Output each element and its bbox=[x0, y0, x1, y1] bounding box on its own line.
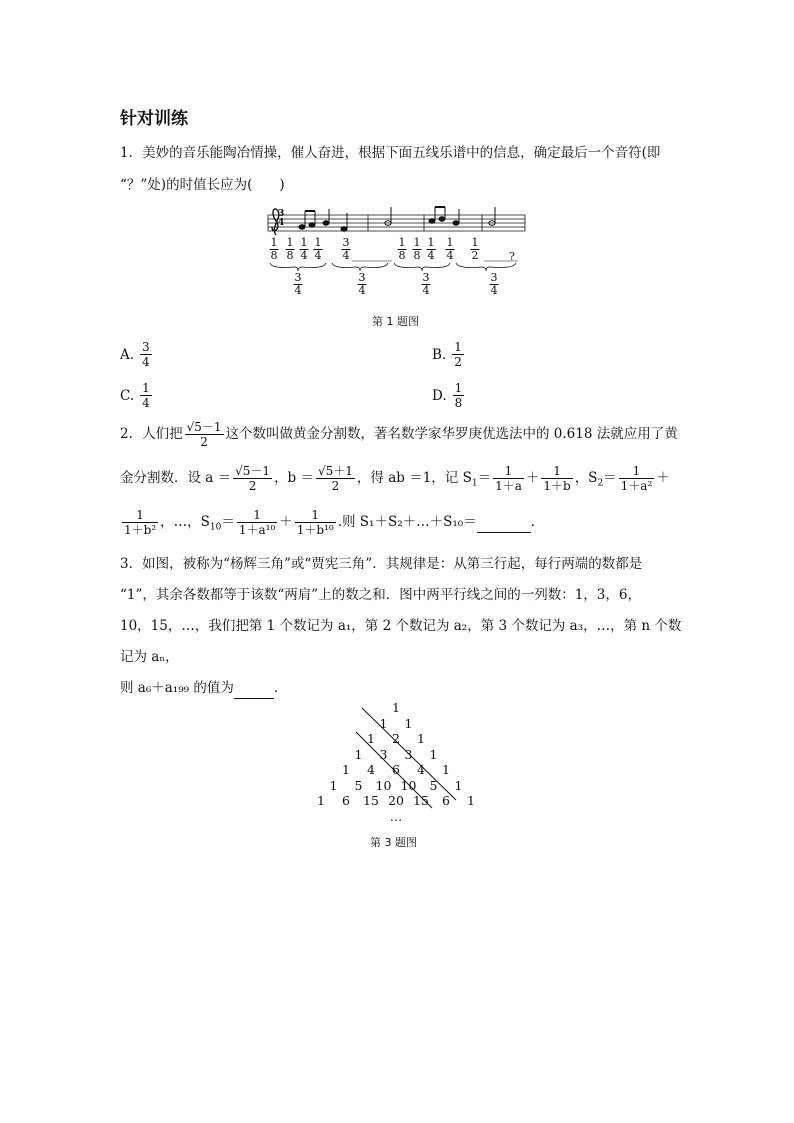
q3-line2: “1”，其余各数都等于该数“两肩”上的数之和．图中两平行线之间的一列数：1，3，6， bbox=[120, 587, 641, 603]
q3-line5: 则 a₆＋a₁₉₉ 的值为 ． bbox=[120, 678, 287, 699]
figure1-caption: 第 1 题图 bbox=[372, 315, 419, 328]
option-a[interactable]: A. $\frac{3}{4}$ bbox=[120, 340, 150, 369]
triangle-number: 1 bbox=[442, 762, 450, 777]
section-heading: 针对训练 bbox=[120, 109, 188, 129]
triangle-number: 1 bbox=[417, 731, 425, 746]
q3-line1: 3．如图，被称为“杨辉三角”或“贾宪三角”．其规律是：从第三行起，每行两端的数都是 bbox=[120, 556, 643, 572]
triangle-number: 5 bbox=[429, 777, 438, 793]
score-frac: 1 4 bbox=[427, 236, 435, 262]
q1-line2: “？”处)的时值长应为( ) bbox=[120, 177, 285, 193]
group-frac: 3 4 bbox=[294, 271, 302, 297]
triangle-number: 1 bbox=[354, 746, 363, 762]
triangle-number: 1 bbox=[379, 715, 388, 731]
triangle-number: 5 bbox=[354, 777, 363, 793]
triangle-number: 6 bbox=[442, 793, 450, 808]
triangle-number: 1 bbox=[342, 762, 350, 777]
q2-line1: 2．人们把 $\frac{√5-1}{2}$ 这个数叫做黄金分割数，著名数学家华罗庚优选法中的 0.618 法就应用了黄 bbox=[120, 420, 678, 449]
q3-line3: 10，15，…，我们把第 1 个数记为 a₁，第 2 个数记为 a₂，第 3 个数记为 a₃，…，第 n 个数 bbox=[120, 618, 682, 634]
q2-line2: 金分割数．设 a ＝ $\frac{√5-1}{2}$ ，b ＝ $\frac{√5+1}{2}$ ，得 ab ＝1，记 $S_1=$ $\frac{1}{1+a}$ ＋ $\frac{1}{1+b}$ ，$S_2=$ $\frac{1}{\text{1＋a²}}$ ＋ bbox=[120, 464, 670, 493]
group-frac: 3 4 bbox=[422, 271, 430, 297]
score-frac: 1 8 bbox=[413, 236, 421, 262]
triangle-number: 3 bbox=[404, 746, 413, 762]
time-signature bbox=[278, 210, 284, 228]
figure3-caption: 第 3 题图 bbox=[370, 836, 417, 849]
triangle-number: 1 bbox=[329, 777, 338, 793]
score-frac: 1 4 bbox=[314, 236, 322, 262]
unknown-note-mark: ? bbox=[509, 250, 515, 263]
triangle-number: 1 bbox=[467, 793, 475, 808]
triangle-number: 20 bbox=[388, 793, 404, 808]
triangle-number: 1 bbox=[367, 731, 375, 746]
score-frac: 1 4 bbox=[446, 236, 454, 262]
triangle-number: 4 bbox=[417, 762, 425, 777]
score-frac: 3 4 bbox=[342, 236, 350, 262]
time-signature-bottom: 4 bbox=[278, 218, 285, 228]
triangle-number: 10 bbox=[375, 777, 392, 793]
triangle-number: 1 bbox=[317, 793, 325, 808]
triangle-number: 1 bbox=[404, 715, 413, 731]
q1-line1: 1．美妙的音乐能陶冶情操，催人奋进，根据下面五线乐谱中的信息，确定最后一个音符(即 bbox=[120, 145, 661, 161]
triangle-number: 6 bbox=[392, 762, 400, 777]
triangle-number: 2 bbox=[392, 731, 400, 746]
score-frac: 1 8 bbox=[286, 236, 294, 262]
triangle-number: 1 bbox=[392, 700, 400, 715]
triangle-number: 4 bbox=[367, 762, 375, 777]
time-signature-top: 3 bbox=[278, 209, 285, 219]
triangle-ellipsis: … bbox=[389, 808, 403, 824]
score-frac: 1 8 bbox=[398, 236, 406, 262]
pascal-triangle bbox=[300, 700, 500, 824]
triangle-number: 3 bbox=[379, 746, 388, 762]
triangle-number: 15 bbox=[413, 793, 429, 808]
option-c[interactable]: C. $\frac{1}{4}$ bbox=[120, 381, 150, 410]
score-frac: 1 2 bbox=[471, 236, 479, 262]
group-frac: 3 4 bbox=[490, 271, 498, 297]
option-b[interactable]: B. $\frac{1}{2}$ bbox=[432, 340, 462, 369]
q2-line3: $\frac{1}{\text{1＋b²}}$ ，…，$S_{10}=$ $\frac{1}{\text{1＋a¹⁰}}$ ＋ $\frac{1}{\text{1＋b¹⁰}}$ .则 S₁＋S₂＋…＋S₁₀＝ ． bbox=[124, 508, 545, 537]
q3-line4: 记为 aₙ， bbox=[120, 649, 179, 665]
triangle-number: 1 bbox=[429, 746, 438, 762]
score-frac: 1 4 bbox=[300, 236, 308, 262]
q2-answer-blank[interactable] bbox=[477, 512, 531, 533]
triangle-number: 6 bbox=[342, 793, 350, 808]
group-frac: 3 4 bbox=[358, 271, 366, 297]
q3-answer-blank[interactable] bbox=[234, 678, 274, 699]
option-d[interactable]: D. $\frac{1}{8}$ bbox=[432, 381, 463, 410]
score-frac: 1 8 bbox=[270, 236, 278, 262]
triangle-number: 1 bbox=[454, 777, 463, 793]
triangle-number: 10 bbox=[400, 777, 417, 793]
triangle-number: 15 bbox=[363, 793, 379, 808]
